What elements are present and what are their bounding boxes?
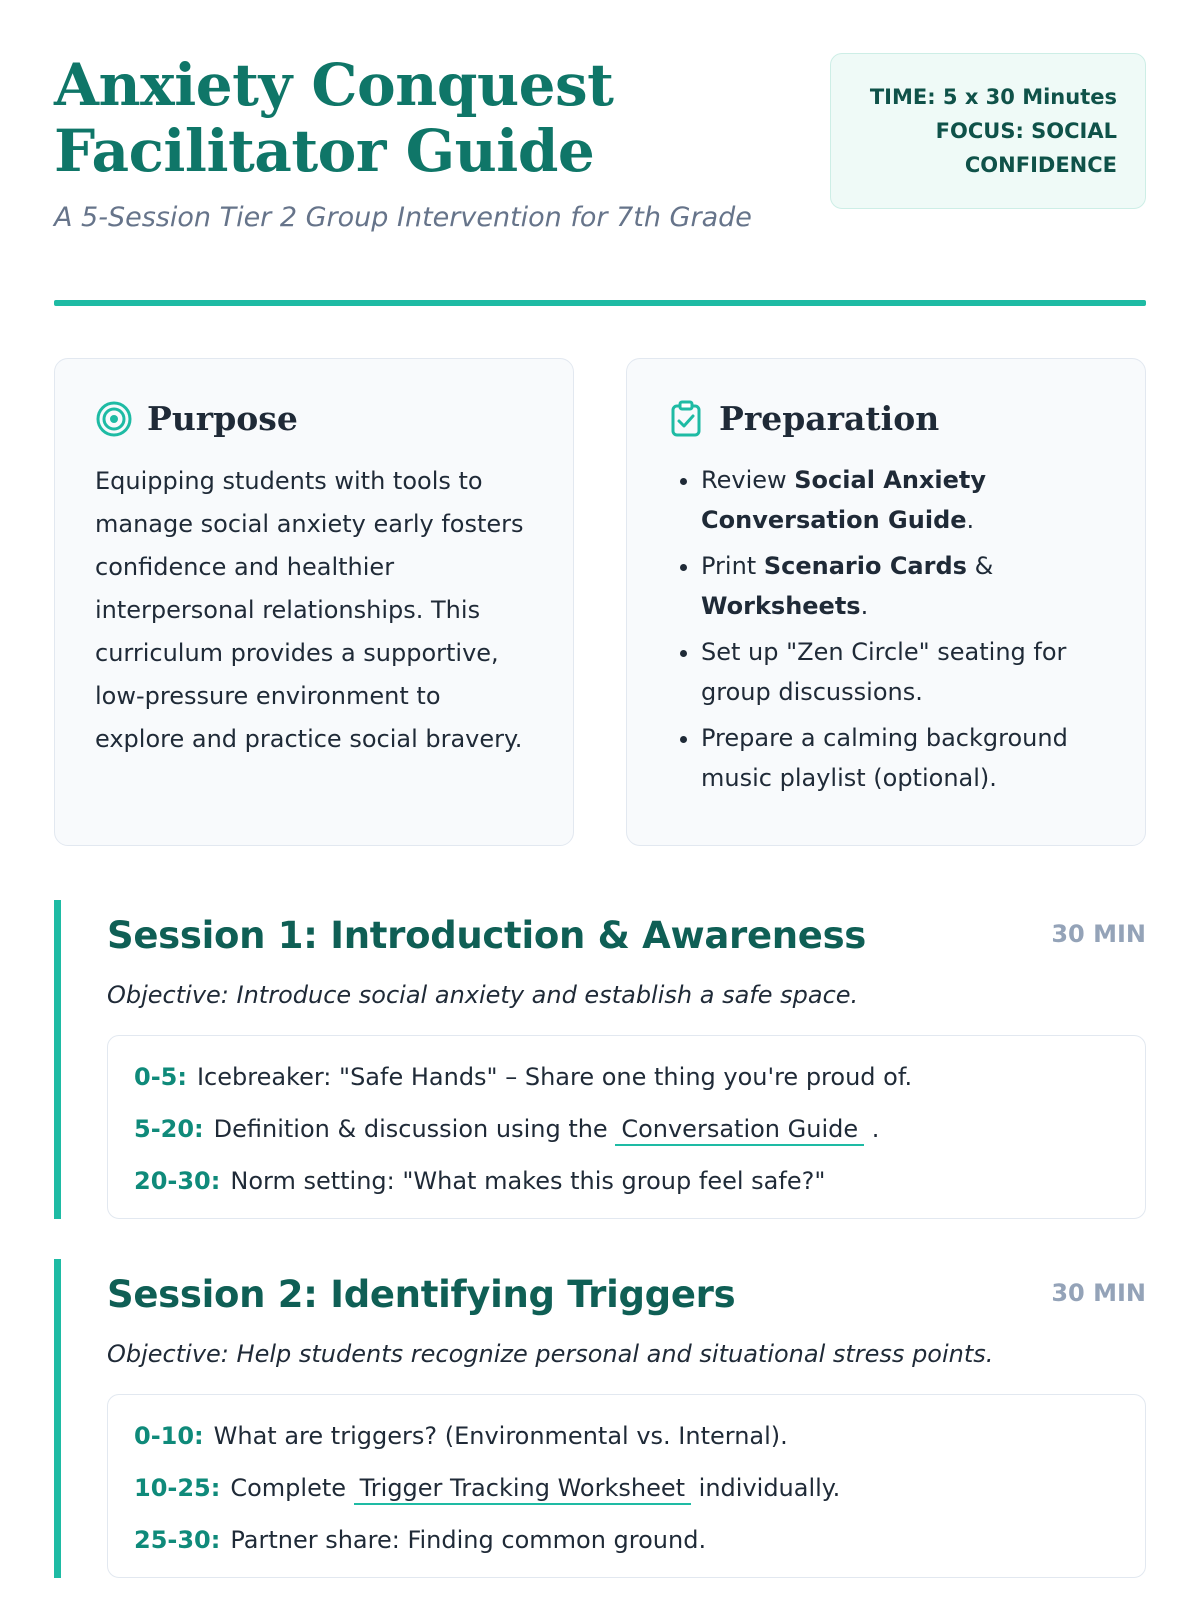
agenda-step: 10-25: Complete Trigger Tracking Worksheet individually. [134,1473,1119,1503]
list-item: • Print Scenario Cards & Worksheets. [701,546,1105,626]
session-objective: Objective: Help students recognize personal and situational stress points. [107,1340,994,1368]
session-title: Session 1: Introduction & Awareness [107,914,867,957]
prep-resource: Social Anxiety Conversation Guide [701,466,987,534]
preparation-title: Preparation [719,399,940,438]
prep-resource: Scenario Cards [763,552,967,580]
session-agenda [107,1035,1146,1219]
session-2 [54,1259,1146,1578]
purpose-card [54,358,574,846]
step-time: 0-5: [134,1063,187,1091]
meta-time: TIME: 5 x 30 Minutes [869,85,1117,109]
step-time: 10-25: [134,1474,221,1502]
list-item: • Prepare a calming background music playlist (optional). [701,718,1105,798]
meta-focus-line-1: FOCUS: SOCIAL [935,119,1117,143]
step-time: 25-30: [134,1526,221,1554]
agenda-step: 5-20: Definition & discussion using the Conversation Guide . [134,1114,1119,1144]
agenda-step [134,1062,1119,1092]
conversation-guide-link[interactable]: Conversation Guide [615,1115,864,1146]
step-text: Norm setting: "What makes this group feel safe?" [230,1167,826,1195]
trigger-worksheet-link[interactable]: Trigger Tracking Worksheet [354,1474,691,1505]
session-title: Session 2: Identifying Triggers [107,1273,736,1316]
agenda-step [134,1166,1119,1196]
title-line-1: Anxiety Conquest [54,51,614,119]
step-text: Icebreaker: "Safe Hands" – Share one thing you're proud of. [196,1063,913,1091]
target-icon [95,400,133,438]
info-cards [54,358,1146,846]
session-duration: 30 MIN [1051,920,1146,948]
session-header [107,900,1146,957]
step-time: 5-20: [134,1115,204,1143]
list-item: • Set up "Zen Circle" seating for group discussions. [701,632,1105,712]
session-objective: Objective: Introduce social anxiety and establish a safe space. [107,981,859,1009]
step-text: Partner share: Finding common ground. [230,1526,707,1554]
title-line-2: Facilitator Guide [54,117,595,185]
step-time: 0-10: [134,1422,204,1450]
program-meta-box [830,53,1146,209]
page-title [54,52,754,184]
session-agenda [107,1394,1146,1578]
purpose-title: Purpose [147,399,298,438]
clipboard-check-icon [667,400,705,438]
agenda-step [134,1525,1119,1555]
session-1 [54,900,1146,1219]
header-divider [54,300,1146,306]
session-duration: 30 MIN [1051,1279,1146,1307]
list-item: • Review Social Anxiety Conversation Guide. [701,460,1105,540]
agenda-step [134,1421,1119,1451]
purpose-text: Equipping students with tools to manage social anxiety early fosters confidence and healthier interpersonal relationships. This curriculum provides a supportive, low-pressure environment to explore and practice social bravery. [95,467,524,753]
preparation-list [667,460,1105,798]
step-time: 20-30: [134,1167,221,1195]
session-header [107,1259,1146,1316]
page-header [54,52,1146,282]
page-subtitle: A 5-Session Tier 2 Group Intervention for 7th Grade [54,202,752,233]
preparation-card-header [667,399,1105,438]
prep-resource: Worksheets [701,592,861,620]
purpose-card-header [95,399,533,438]
step-text: What are triggers? (Environmental vs. Internal). [213,1422,788,1450]
preparation-card [626,358,1146,846]
meta-focus-line-2: CONFIDENCE [964,153,1117,177]
